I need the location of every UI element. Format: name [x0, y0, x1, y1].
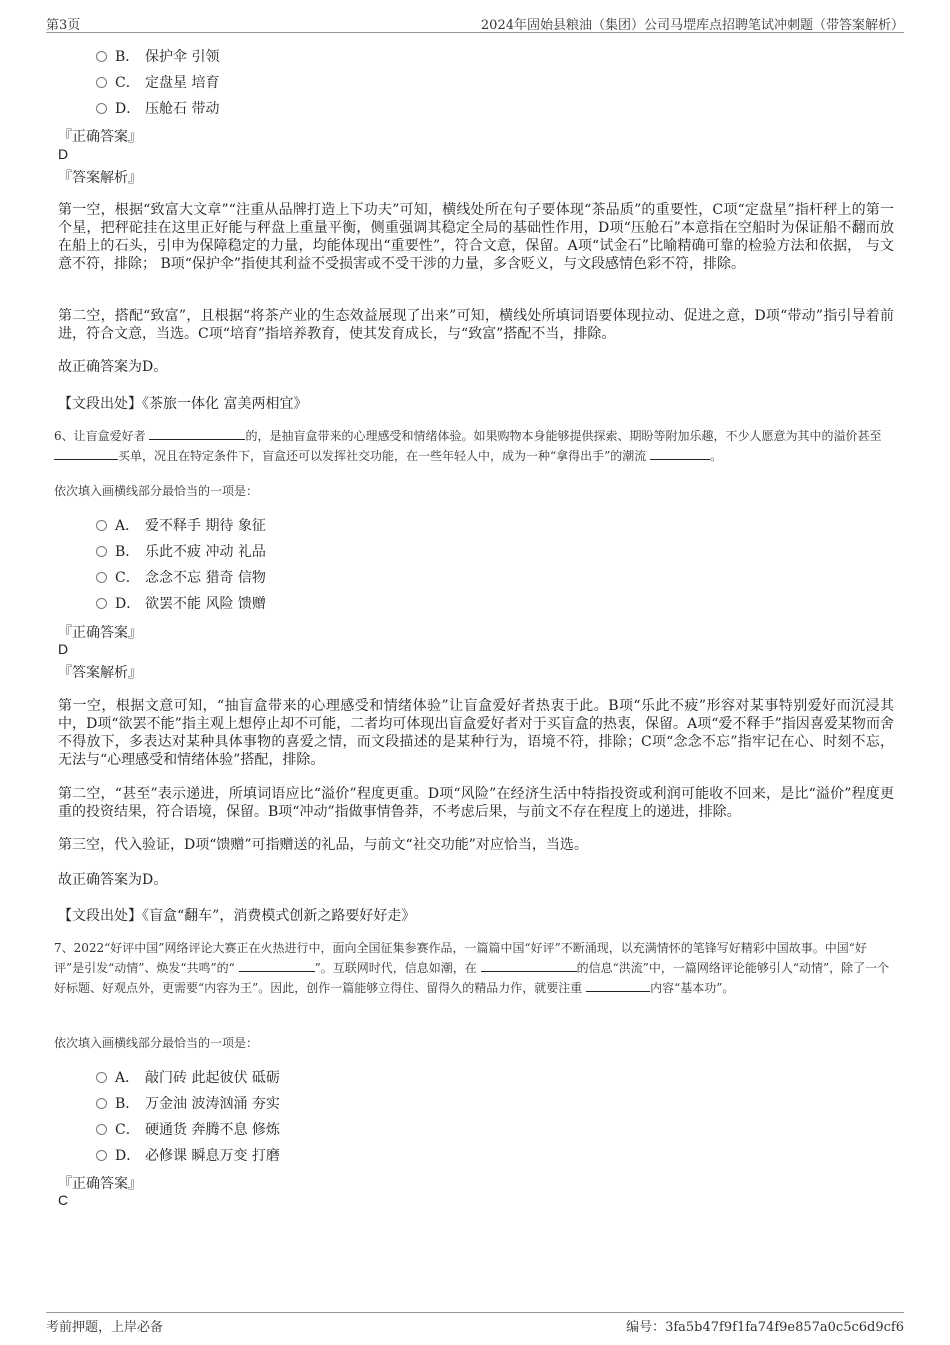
- radio-icon[interactable]: [96, 1072, 107, 1083]
- q7-option-d[interactable]: D． 必修课 瞬息万变 打磨: [96, 1146, 280, 1166]
- q5-answer-label: 『正确答案』: [58, 129, 142, 145]
- document-id: 编号：3fa5b47f9f1fa74f9e857a0c5c6d9cf6: [626, 1320, 904, 1335]
- radio-icon[interactable]: [96, 1124, 107, 1135]
- radio-icon[interactable]: [96, 598, 107, 609]
- blank: [650, 447, 710, 460]
- q6-question: 6、让盲盒爱好者 的，是抽盲盒带来的心理感受和情绪体验。如果购物本身能够提供探索、期盼等附加乐趣，不少人愿意为其中的溢价甚至 买单，况且在特定条件下，盲盒还可以发挥社交功能，在一些年轻人中，成为一种“拿得出手”的潮流 。: [54, 429, 882, 463]
- page-footer: [46, 1312, 904, 1337]
- q6-analysis-p1: 第一空，根据文意可知，“抽盲盒带来的心理感受和情绪体验”让盲盒爱好者热衷于此。B项“乐此不疲”形容对某事特别爱好而沉浸其中，D项“欲罢不能”指主观上想停止却不可能，二者均可体现出盲盒爱好者对于买盲盒的热衷，保留。A项“爱不释手”指因喜爱某物而舍不得放下，多表达对某种具体事物的喜爱之情，而文段描述的是某种行为，语境不符，排除；C项“念念不忘”指牢记在心、时刻不忘，无法与“心理感受和情绪体验”搭配，排除。: [58, 698, 894, 768]
- q5-option-c[interactable]: C． 定盘星 培育: [96, 73, 219, 93]
- radio-icon[interactable]: [96, 77, 107, 88]
- q7-question: 7、2022“好评中国”网络评论大赛正在火热进行中，面向全国征集参赛作品，一篇篇中国“好评”不断涌现，以充满情怀的笔锋写好精彩中国故事。中国“好评”是引发“动情”、焕发“共鸣”的“ ”。互联网时代，信息如潮，在 的信息“洪流”中，一篇网络评论能够引人“动情”，除了一个好标题、好观点外，更需要“内容为王”。因此，创作一篇能够立得住、留得久的精品力作，就要注重 内容“基本功”。: [54, 941, 890, 995]
- radio-icon[interactable]: [96, 546, 107, 557]
- q6-instruction: 依次填入画横线部分最恰当的一项是：: [54, 484, 259, 498]
- q7-option-c[interactable]: C． 硬通货 奔腾不息 修炼: [96, 1120, 280, 1140]
- radio-icon[interactable]: [96, 520, 107, 531]
- radio-icon[interactable]: [96, 1098, 107, 1109]
- q6-analysis-p3: 第三空，代入验证，D项“馈赠”可指赠送的礼品，与前文“社交功能”对应恰当，当选。: [58, 837, 588, 853]
- q6-analysis-label: 『答案解析』: [58, 665, 142, 681]
- q5-source: 【文段出处】《茶旅一体化 富美两相宜》: [58, 396, 308, 412]
- q7-instruction: 依次填入画横线部分最恰当的一项是：: [54, 1036, 259, 1050]
- page-header: [46, 12, 904, 33]
- q6-option-c[interactable]: C． 念念不忘 猎奇 信物: [96, 568, 266, 588]
- q5-option-b[interactable]: B． 保护伞 引领: [96, 47, 219, 67]
- document-title: 2024年固始县粮油（集团）公司马堽库点招聘笔试冲刺题（带答案解析）: [480, 18, 904, 33]
- blank: [149, 427, 245, 440]
- q6-option-d[interactable]: D． 欲罢不能 风险 馈赠: [96, 594, 266, 614]
- page-number: 第3页: [46, 18, 81, 33]
- q7-option-a[interactable]: A． 敲门砖 此起彼伏 砥砺: [96, 1068, 280, 1088]
- blank: [239, 959, 315, 972]
- q5-analysis-p2: 第二空，搭配“致富”，且根据“将茶产业的生态效益展现了出来”可知，横线处所填词语要体现拉动、促进之意，D项“带动”指引导着前进，符合文意，当选。C项“培育”指培养教育，使其发育成长，与“致富”搭配不当，排除。: [58, 308, 894, 342]
- q6-analysis-p4: 故正确答案为D。: [58, 872, 168, 888]
- q7-option-b[interactable]: B． 万金油 波涛汹涌 夯实: [96, 1094, 280, 1114]
- blank: [481, 959, 577, 972]
- footer-slogan: 考前押题，上岸必备: [46, 1320, 164, 1335]
- q6-option-b[interactable]: B． 乐此不疲 冲动 礼品: [96, 542, 266, 562]
- q6-answer: D: [58, 641, 69, 657]
- q7-answer: C: [58, 1192, 69, 1208]
- q6-analysis-p2: 第二空，“甚至”表示递进，所填词语应比“溢价”程度更重。D项“风险”在经济生活中特指投资或利润可能收不回来，是比“溢价”程度更重的投资结果，符合语境，保留。B项“冲动”指做事情鲁莽，不考虑后果，与前文不存在程度上的递进，排除。: [58, 786, 894, 820]
- q6-answer-label: 『正确答案』: [58, 625, 142, 641]
- blank: [586, 979, 650, 992]
- q5-option-d[interactable]: D． 压舱石 带动: [96, 99, 219, 119]
- radio-icon[interactable]: [96, 1150, 107, 1161]
- q5-analysis-label: 『答案解析』: [58, 170, 142, 186]
- radio-icon[interactable]: [96, 572, 107, 583]
- q6-source: 【文段出处】《盲盒“翻车”，消费模式创新之路要好好走》: [58, 908, 416, 924]
- radio-icon[interactable]: [96, 103, 107, 114]
- blank: [54, 447, 118, 460]
- q5-answer: D: [58, 146, 69, 162]
- q7-answer-label: 『正确答案』: [58, 1176, 142, 1192]
- q5-analysis-p1: 第一空，根据“致富大文章”“注重从品牌打造上下功夫”可知，横线处所在句子要体现“茶品质”的重要性，C项“定盘星”指杆秤上的第一个星，把秤砣挂在这里正好能与秤盘上重量平衡，侧重强调其稳定全局的基础性作用，D项“压舱石”本意指在空船时为保证船不翻而放在船上的石头，引申为保障稳定的力量，均能体现出“重要性”，符合文意，保留。A项“试金石”比喻精确可靠的检验方法和依据， 与文意不符，排除； B项“保护伞”指使其利益不受损害或不受干涉的力量，多含贬义，与文段感情色彩不符，排除。: [58, 202, 894, 272]
- q5-analysis-p3: 故正确答案为D。: [58, 359, 168, 375]
- radio-icon[interactable]: [96, 51, 107, 62]
- q6-option-a[interactable]: A． 爱不释手 期待 象征: [96, 516, 266, 536]
